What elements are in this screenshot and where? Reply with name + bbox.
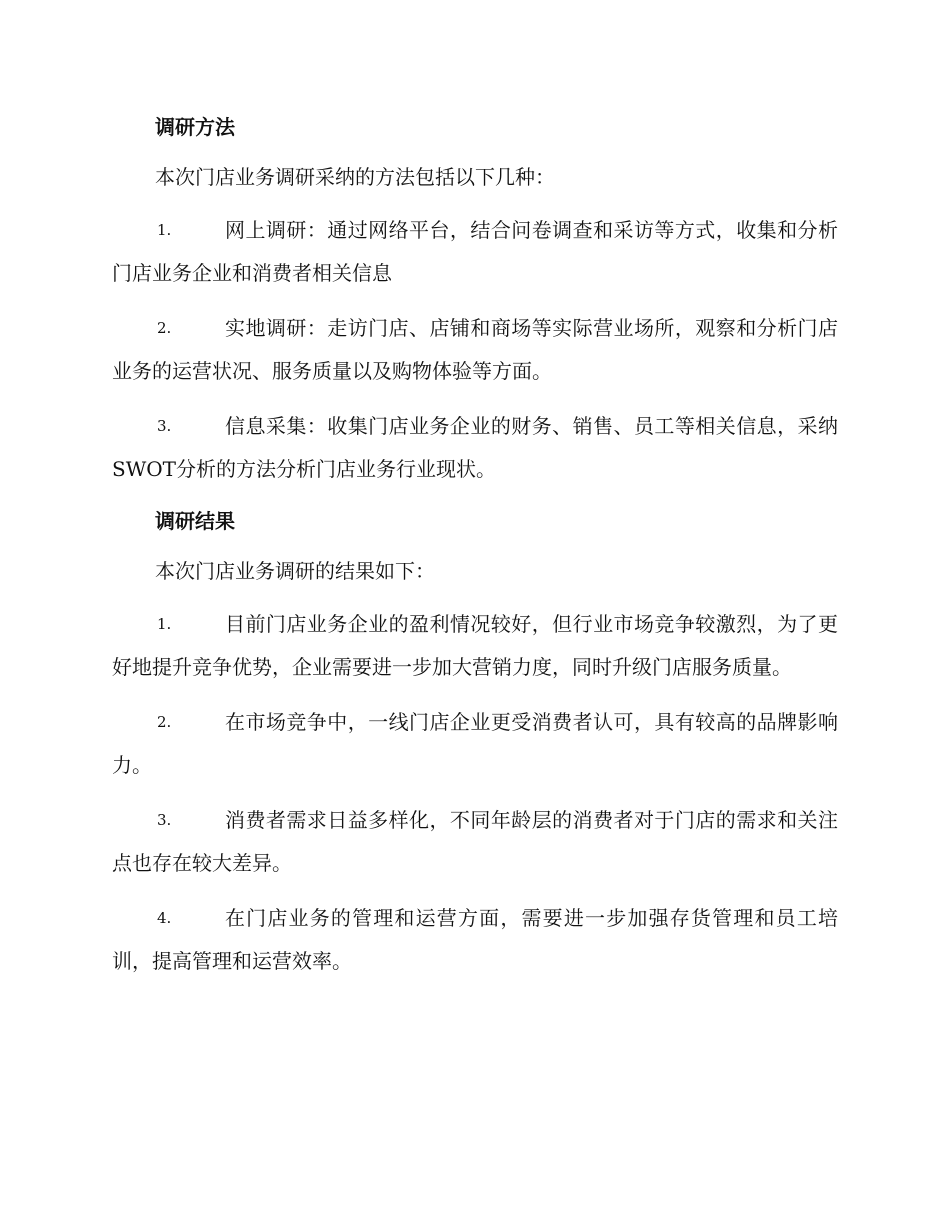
list-item (112, 799, 838, 885)
list-item-text: 消费者需求日益多样化，不同年龄层的消费者对于门店的需求和关注点也存在较大差异。 (112, 808, 838, 875)
document-body (112, 107, 838, 995)
list-item-text: 目前门店业务企业的盈利情况较好，但行业市场竞争较激烈，为了更好地提升竞争优势，企业需要进一步加大营销力度，同时升级门店服务质量。 (112, 612, 838, 679)
list-item (112, 405, 838, 491)
list-item (112, 701, 838, 787)
list-item-text: 信息采集：收集门店业务企业的财务、销售、员工等相关信息，采纳SWOT分析的方法分析门店业务行业现状。 (112, 414, 838, 481)
list-item (112, 307, 838, 393)
section-heading-methods: 调研方法 (155, 115, 235, 139)
list-item-number: 1. (157, 615, 172, 633)
list-item-number: 3. (157, 811, 172, 829)
list-item-number: 1. (157, 221, 172, 239)
list-item-text: 网上调研：通过网络平台，结合问卷调查和采访等方式，收集和分析门店业务企业和消费者相关信息 (112, 218, 838, 285)
list-item (112, 209, 838, 295)
list-item-text: 在门店业务的管理和运营方面，需要进一步加强存货管理和员工培训，提高管理和运营效率。 (112, 906, 838, 973)
list-item-number: 4. (157, 909, 172, 927)
list-item-text: 实地调研：走访门店、店铺和商场等实际营业场所，观察和分析门店业务的运营状况、服务质量以及购物体验等方面。 (112, 316, 838, 383)
list-item-number: 3. (157, 417, 172, 435)
list-item (112, 603, 838, 689)
list-item-text: 在市场竞争中，一线门店企业更受消费者认可，具有较高的品牌影响力。 (112, 710, 838, 777)
section-heading-results: 调研结果 (155, 509, 235, 533)
list-item-number: 2. (157, 713, 172, 731)
list-item-number: 2. (157, 319, 172, 337)
list-item (112, 897, 838, 983)
section-intro-results: 本次门店业务调研的结果如下： (155, 559, 435, 583)
section-intro-methods: 本次门店业务调研采纳的方法包括以下几种： (155, 165, 555, 189)
